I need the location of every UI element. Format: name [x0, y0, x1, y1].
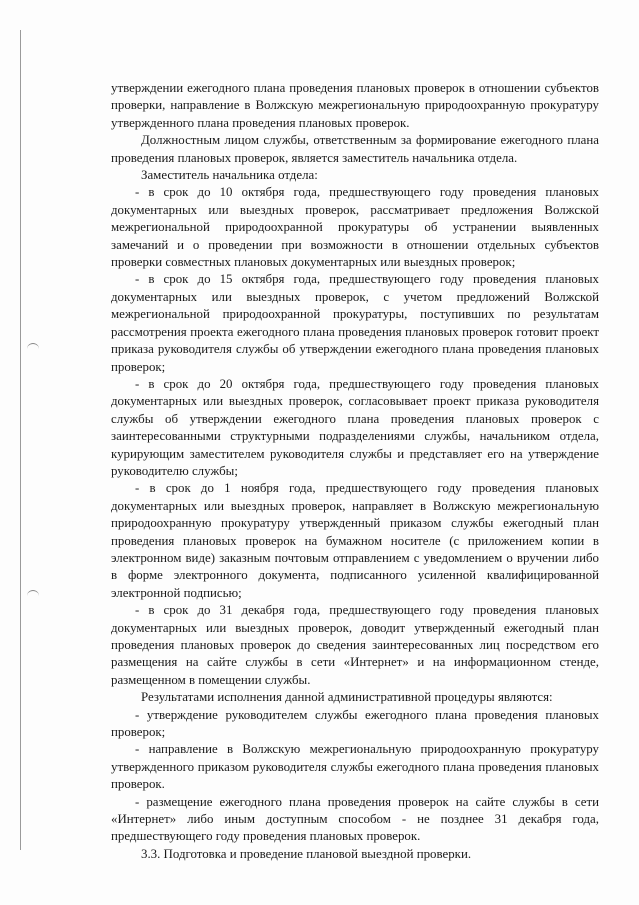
paragraph: Заместитель начальника отдела:: [141, 168, 318, 183]
document-body: [111, 80, 599, 863]
paragraph: - в срок до 15 октября года, предшествующего году проведения плановых документарных или выездных проверок, с учетом предложений Волжской межрегиональной природоохранной прокуратуры, поступивших по результатам рассмотрения проекта ежегодного плана проведения плановых проверок готовит проект приказа руководителя службы об утверждении ежегодного плана проведения плановых проверок;: [111, 272, 599, 374]
scan-edge-line: [20, 30, 21, 850]
paragraph: - утверждение руководителем службы ежегодного плана проведения плановых проверок;: [111, 707, 599, 740]
scan-mark: [27, 590, 39, 600]
paragraph: утверждении ежегодного плана проведения плановых проверок в отношении субъектов проверки, направление в Волжскую межрегиональную природоохранную прокуратуру утвержденного плана проведения плановых проверок.: [111, 81, 599, 130]
paragraph: - размещение ежегодного плана проведения проверок на сайте службы в сети «Интернет» либо иным доступным способом - не позднее 31 декабря года, предшествующего году проведения плановых проверок.: [111, 794, 599, 844]
scan-mark: [27, 343, 39, 353]
paragraph: Должностным лицом службы, ответственным за формирование ежегодного плана проведения плановых проверок, является заместитель начальника отдела.: [111, 133, 599, 165]
paragraph: - направление в Волжскую межрегиональную природоохранную прокуратуру утвержденного приказом руководителя службы ежегодного плана проведения плановых проверок.: [111, 742, 599, 792]
paragraph: - в срок до 20 октября года, предшествующего году проведения плановых документарных или выездных проверок, согласовывает проект приказа руководителя службы об утверждении ежегодного плана проведения плановых проверок с заинтересованными структурными подразделениями службы, начальником отдела, курирующим заместителем руководителя службы и представляет его на утверждение руководителю службы;: [111, 376, 599, 478]
paragraph: - в срок до 1 ноября года, предшествующего году проведения плановых документарных или выездных проверок, направляет в Волжскую межрегиональную природоохранную прокуратуру утвержденный приказом службы ежегодный план проведения плановых проверок на бумажном носителе (с приложением копии в электронном виде) заказным почтовым отправлением с уведомлением о вручении либо в форме электронного документа, подписанного усиленной квалифицированной электронной подписью;: [111, 481, 599, 600]
paragraph: 3.3. Подготовка и проведение плановой выездной проверки.: [141, 846, 472, 861]
paragraph: - в срок до 10 октября года, предшествующего году проведения плановых документарных или выездных проверок, рассматривает предложения Волжской межрегиональной природоохранной прокуратуры об устранении выявленных замечаний и о проведении при возможности в отношении отдельных субъектов проверки совместных плановых документарных или выездных проверок;: [111, 185, 599, 270]
paragraph: - в срок до 31 декабря года, предшествующего году проведения плановых документарных или выездных проверок, доводит утвержденный ежегодный план проведения плановых проверок до сведения заинтересованных лиц посредством его размещения на сайте службы в сети «Интернет» и на информационном стенде, размещенном в помещении службы.: [111, 603, 599, 687]
paragraph: Результатами исполнения данной административной процедуры являются:: [141, 690, 553, 705]
